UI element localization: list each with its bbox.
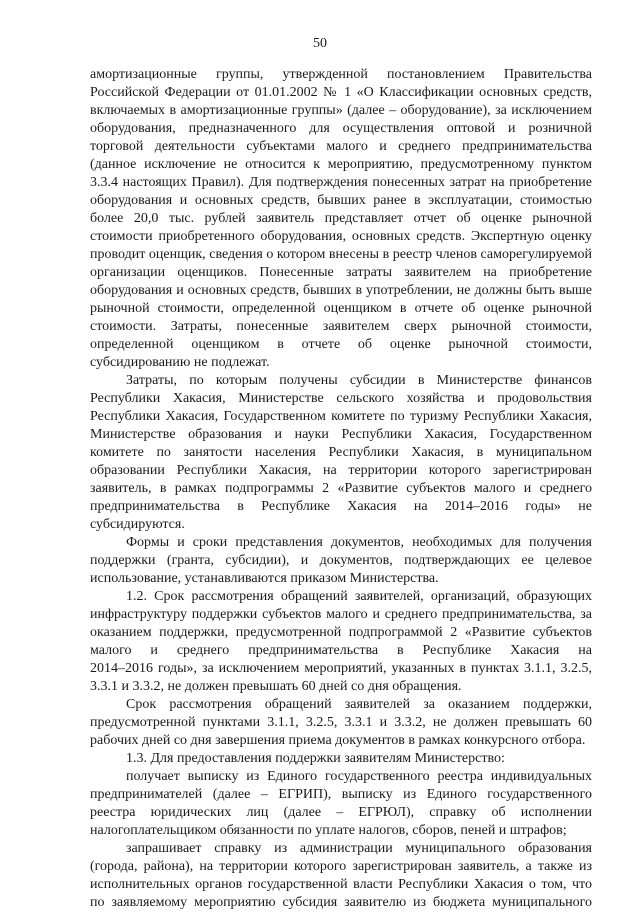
text-line: определенной оценщиком в отчете об оценке рыночной стоимости, <box>90 337 592 352</box>
text-line: Министерстве образования и науки Республики Хакасия, Государственном <box>90 427 592 442</box>
text-line: 3.3.1 и 3.3.2, не должен превышать 60 дней со дня обращения. <box>90 679 462 694</box>
text-line: оказанием поддержки, предусмотренной подпрограммой 2 «Развитие субъектов <box>90 625 592 640</box>
text-line: оборудования и основных средств, бывших в употреблении, не должны быть выше <box>90 283 592 298</box>
text-line: проводит оценщик, сведения о котором внесены в реестр членов саморегулируемой <box>90 247 592 262</box>
page-number: 50 <box>313 36 327 51</box>
text-line: субсидируются. <box>90 517 185 532</box>
text-line: организации оценщиков. Понесенные затраты заявителем на приобретение <box>90 265 592 280</box>
text-line: Республики Хакасия, Государственном комитете по туризму Республики Хакасия, <box>90 409 592 424</box>
text-line: оборудования, предназначенного для осуществления оптовой и розничной <box>90 121 592 136</box>
text-line: налогоплательщиком обязанности по уплате налогов, сборов, пеней и штрафов; <box>90 823 567 838</box>
text-line: более 20,0 тыс. рублей заявитель представляет отчет об оценке рыночной <box>90 211 592 226</box>
text-line: поддержки (гранта, субсидии), и документов, подтверждающих ее целевое <box>90 553 592 568</box>
text-line: Затраты, по которым получены субсидии в Министерстве финансов <box>126 373 592 388</box>
text-line: заявитель, в рамках подпрограммы 2 «Развитие субъектов малого и среднего <box>90 481 592 496</box>
text-line: использование, устанавливаются приказом Министерства. <box>90 571 439 586</box>
text-line: 1.3. Для предоставления поддержки заявителям Министерство: <box>126 751 505 766</box>
text-line: Срок рассмотрения обращений заявителей за оказанием поддержки, <box>126 697 592 712</box>
text-line: 1.2. Срок рассмотрения обращений заявителей, организаций, образующих <box>126 589 592 604</box>
body-text <box>90 66 592 912</box>
text-line: по заявляемому мероприятию субсидия заявителю из бюджета муниципального <box>90 895 592 910</box>
text-line: предпринимательства в Республике Хакасия на 2014–2016 годы» не <box>90 499 592 514</box>
text-line: (города, района), на территории которого зарегистрирован заявитель, а также из <box>90 859 592 874</box>
text-line: инфраструктуру поддержки субъектов малого и среднего предпринимательства, за <box>90 607 592 622</box>
text-line: торговой деятельности субъектами малого и среднего предпринимательства <box>90 139 592 154</box>
text-line: предпринимателей (далее – ЕГРИП), выписку из Единого государственного <box>90 787 592 802</box>
text-line: комитете по занятости населения Республики Хакасия, в муниципальном <box>90 445 592 460</box>
text-line: оборудования и основных средств, бывших ранее в эксплуатации, стоимостью <box>90 193 592 208</box>
text-line: образовании Республики Хакасия, на территории которого зарегистрирован <box>90 463 592 478</box>
text-line: запрашивает справку из администрации муниципального образования <box>126 841 592 856</box>
text-line: Формы и сроки представления документов, необходимых для получения <box>126 535 592 550</box>
text-line: стоимости приобретенного оборудования, основных средств. Экспертную оценку <box>90 229 592 244</box>
text-line: включаемых в амортизационные группы» (далее – оборудование), за исключением <box>90 103 592 118</box>
text-line: 3.3.4 настоящих Правил). Для подтверждения понесенных затрат на приобретение <box>90 175 592 190</box>
text-line: исполнительных органов государственной власти Республики Хакасия о том, что <box>90 877 592 892</box>
text-line: получает выписку из Единого государственного реестра индивидуальных <box>126 769 592 784</box>
text-line: 2014–2016 годы», за исключением мероприятий, указанных в пунктах 3.1.1, 3.2.5, <box>90 661 592 676</box>
text-line: Российской Федерации от 01.01.2002 № 1 «О Классификации основных средств, <box>90 85 592 100</box>
text-line: рабочих дней со дня завершения приема документов в рамках конкурсного отбора. <box>90 733 586 748</box>
text-line: рыночной стоимости, определенной оценщиком в отчете об оценке рыночной <box>90 301 592 316</box>
text-line: малого и среднего предпринимательства в Республике Хакасия на <box>90 643 592 658</box>
text-line: реестра юридических лиц (далее – ЕГРЮЛ), справку об исполнении <box>90 805 592 820</box>
text-line: предусмотренной пунктами 3.1.1, 3.2.5, 3.3.1 и 3.3.2, не должен превышать 60 <box>90 715 592 730</box>
text-line: амортизационные группы, утвержденной постановлением Правительства <box>90 67 592 82</box>
text-line: Республики Хакасия, Министерстве сельского хозяйства и продовольствия <box>90 391 592 406</box>
text-line: (данное исключение не относится к мероприятию, предусмотренному пунктом <box>90 157 592 172</box>
text-line: стоимости. Затраты, понесенные заявителем сверх рыночной стоимости, <box>90 319 592 334</box>
text-line: субсидированию не подлежат. <box>90 355 270 370</box>
